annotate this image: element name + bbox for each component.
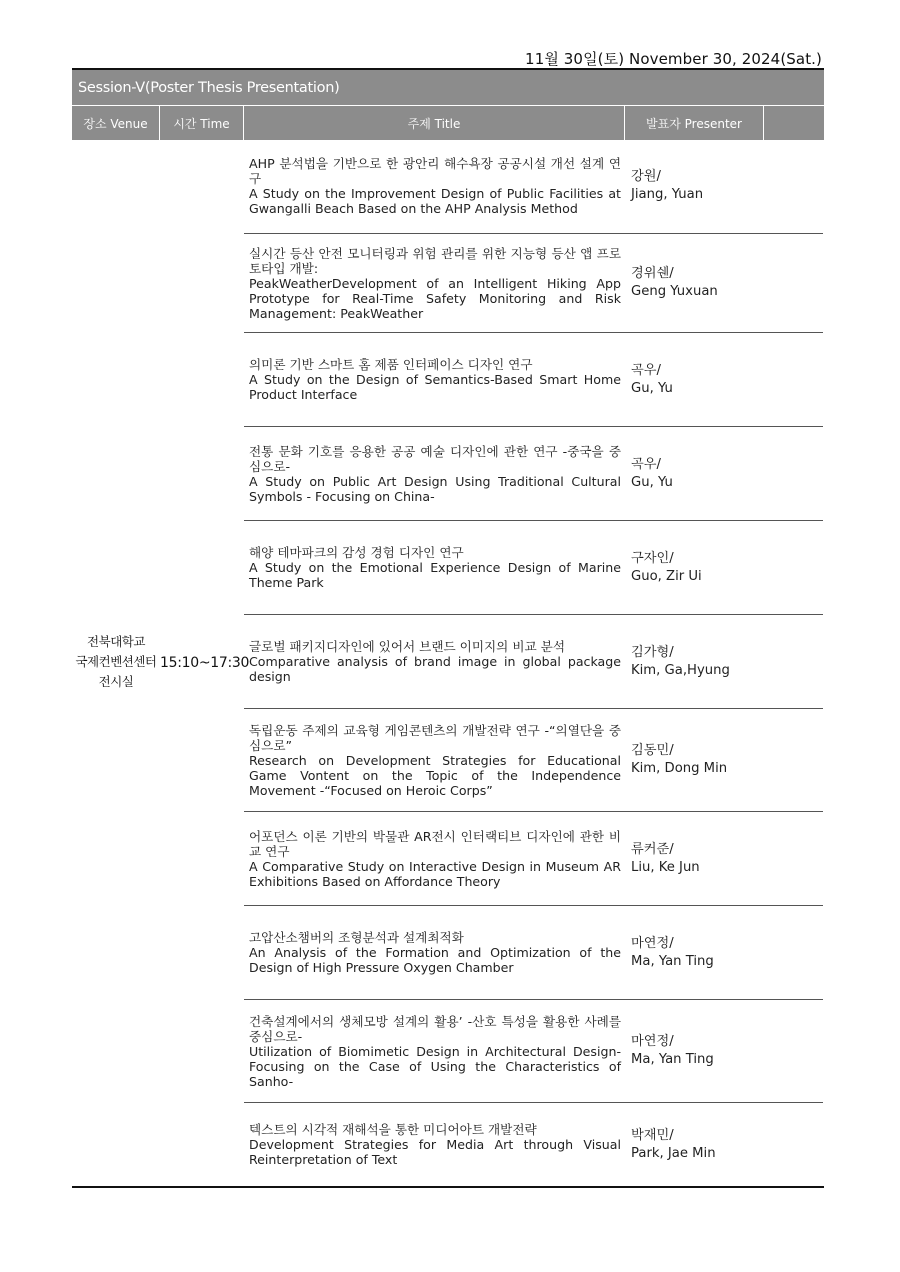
table-row	[244, 427, 823, 521]
schedule-date: 11월 30일(토) November 30, 2024(Sat.)	[525, 50, 822, 68]
title-korean: 해양 테마파크의 감성 경험 디자인 연구	[249, 545, 464, 560]
table-row	[244, 812, 823, 906]
row-presenter	[625, 1127, 823, 1163]
row-presenter	[625, 841, 823, 877]
title-english: Development Strategies for Media Art through Visual Reinterpretation of Text	[249, 1137, 621, 1167]
presenter-english: Gu, Yu	[631, 474, 673, 490]
row-presenter	[625, 550, 823, 586]
title-korean: 전통 문화 기호를 응용한 공공 예술 디자인에 관한 연구 -중국을 중심으로-	[249, 443, 621, 474]
table-row	[244, 906, 823, 1000]
time-cell: 15:10~17:30	[160, 655, 250, 671]
title-korean: 의미론 기반 스마트 홈 제품 인터페이스 디자인 연구	[249, 357, 533, 372]
session-title: Session-V(Poster Thesis Presentation)	[78, 79, 340, 96]
presenter-english: Park, Jae Min	[631, 1145, 716, 1161]
row-presenter	[625, 362, 823, 398]
header-presenter: 발표자 Presenter	[625, 106, 764, 140]
row-title	[244, 829, 625, 889]
title-english: Comparative analysis of brand image in global package design	[249, 654, 621, 684]
table-row	[244, 139, 823, 234]
presenter-korean: 마연정/	[631, 935, 674, 951]
title-korean: 건축설계에서의 생체모방 설계의 활용’ -산호 특성을 활용한 사례를 중심으로-	[249, 1013, 621, 1044]
title-korean: 실시간 등산 안전 모니터링과 위험 관리를 위한 지능형 등산 앱 프로토타입 개발:	[249, 245, 621, 276]
row-title	[244, 545, 625, 590]
row-title	[244, 246, 625, 321]
row-presenter	[625, 168, 823, 204]
presenter-english: Kim, Ga,Hyung	[631, 662, 730, 678]
table-row	[244, 1000, 823, 1103]
title-korean: 텍스트의 시각적 재해석을 통한 미디어아트 개발전략	[249, 1122, 537, 1137]
presenter-korean: 김가형/	[631, 644, 674, 660]
row-presenter	[625, 644, 823, 680]
presenter-korean: 김동민/	[631, 743, 674, 758]
title-korean: 글로벌 패키지디자인에 있어서 브랜드 이미지의 비교 분석	[249, 639, 565, 654]
row-presenter	[625, 456, 823, 492]
header-venue: 장소 Venue	[72, 106, 160, 140]
presenter-english: Gu, Yu	[631, 380, 673, 396]
row-title	[244, 1014, 625, 1089]
presenter-korean: 박재민/	[631, 1127, 674, 1143]
presenter-korean: 경위쉔/	[631, 266, 674, 281]
table-row	[244, 1103, 823, 1186]
table-row	[244, 234, 823, 333]
presenter-english: Kim, Dong Min	[631, 761, 728, 776]
row-presenter	[625, 265, 823, 301]
venue-line: 전시실	[98, 674, 134, 689]
row-presenter	[625, 1033, 823, 1069]
presenter-english: Ma, Yan Ting	[631, 953, 714, 969]
title-english: A Comparative Study on Interactive Design in Museum AR Exhibitions Based on Affordance Theory	[249, 858, 621, 889]
title-korean: 고압산소챔버의 조형분석과 설계최적화	[249, 930, 464, 945]
title-english: Utilization of Biomimetic Design in Architectural Design-Focusing on the Case of Using the Characteristics of Sanho-	[249, 1043, 621, 1089]
row-title	[244, 723, 625, 798]
header-time: 시간 Time	[160, 106, 244, 140]
venue-line: 전북대학교	[87, 634, 145, 649]
title-korean: 독립운동 주제의 교육형 게임콘텐츠의 개발전략 연구 -“의열단을 중심으로”	[249, 722, 621, 753]
table-row	[244, 709, 823, 812]
venue-cell	[72, 632, 160, 692]
session-title-bar	[72, 70, 824, 105]
presenter-korean: 마연정/	[631, 1034, 674, 1049]
presenter-english: Liu, Ke Jun	[631, 859, 700, 875]
presenter-korean: 구자인/	[631, 550, 674, 566]
presenter-korean: 곡우/	[631, 362, 661, 378]
title-korean: AHP 분석법을 기반으로 한 광안리 해수욕장 공공시설 개선 설계 연구	[249, 156, 621, 186]
row-title	[244, 1122, 625, 1167]
title-english: PeakWeatherDevelopment of an Intelligent Hiking App Prototype for Real-Time Safety Monitoring and Risk Management: PeakWeather	[249, 275, 621, 321]
presenter-korean: 강원/	[631, 169, 661, 184]
table-row	[244, 615, 823, 709]
row-title	[244, 444, 625, 504]
presenter-english: Jiang, Yuan	[631, 187, 704, 202]
header-title: 주제 Title	[244, 106, 625, 140]
header-blank	[764, 106, 824, 140]
title-english: An Analysis of the Formation and Optimization of the Design of High Pressure Oxygen Chamber	[249, 945, 621, 975]
row-title	[244, 357, 625, 402]
table-row	[244, 521, 823, 615]
presenter-english: Geng Yuxuan	[631, 284, 718, 299]
presenter-english: Guo, Zir Ui	[631, 568, 702, 584]
table-header	[72, 105, 824, 140]
row-title	[244, 639, 625, 684]
title-english: A Study on the Improvement Design of Public Facilities at Gwangalli Beach Based on the AHP Analysis Method	[249, 186, 621, 216]
title-english: A Study on the Design of Semantics-Based Smart Home Product Interface	[249, 372, 621, 402]
title-english: Research on Development Strategies for Educational Game Vontent on the Topic of the Independence Movement -“Focused on Heroic Corps”	[249, 752, 621, 798]
title-korean: 어포던스 이론 기반의 박물관 AR전시 인터랙티브 디자인에 관한 비교 연구	[249, 828, 621, 859]
title-english: A Study on Public Art Design Using Traditional Cultural Symbols - Focusing on China-	[249, 473, 621, 504]
row-presenter	[625, 935, 823, 971]
row-presenter	[625, 742, 823, 778]
row-title	[244, 156, 625, 216]
presenter-english: Ma, Yan Ting	[631, 1052, 714, 1067]
venue-line: 국제컨벤션센터	[75, 654, 157, 669]
presenter-korean: 류커준/	[631, 841, 674, 857]
bottom-rule	[72, 1186, 824, 1188]
presenter-korean: 곡우/	[631, 456, 661, 472]
table-row	[244, 333, 823, 427]
title-english: A Study on the Emotional Experience Design of Marine Theme Park	[249, 560, 621, 590]
presentation-list	[244, 139, 823, 1186]
row-title	[244, 930, 625, 975]
